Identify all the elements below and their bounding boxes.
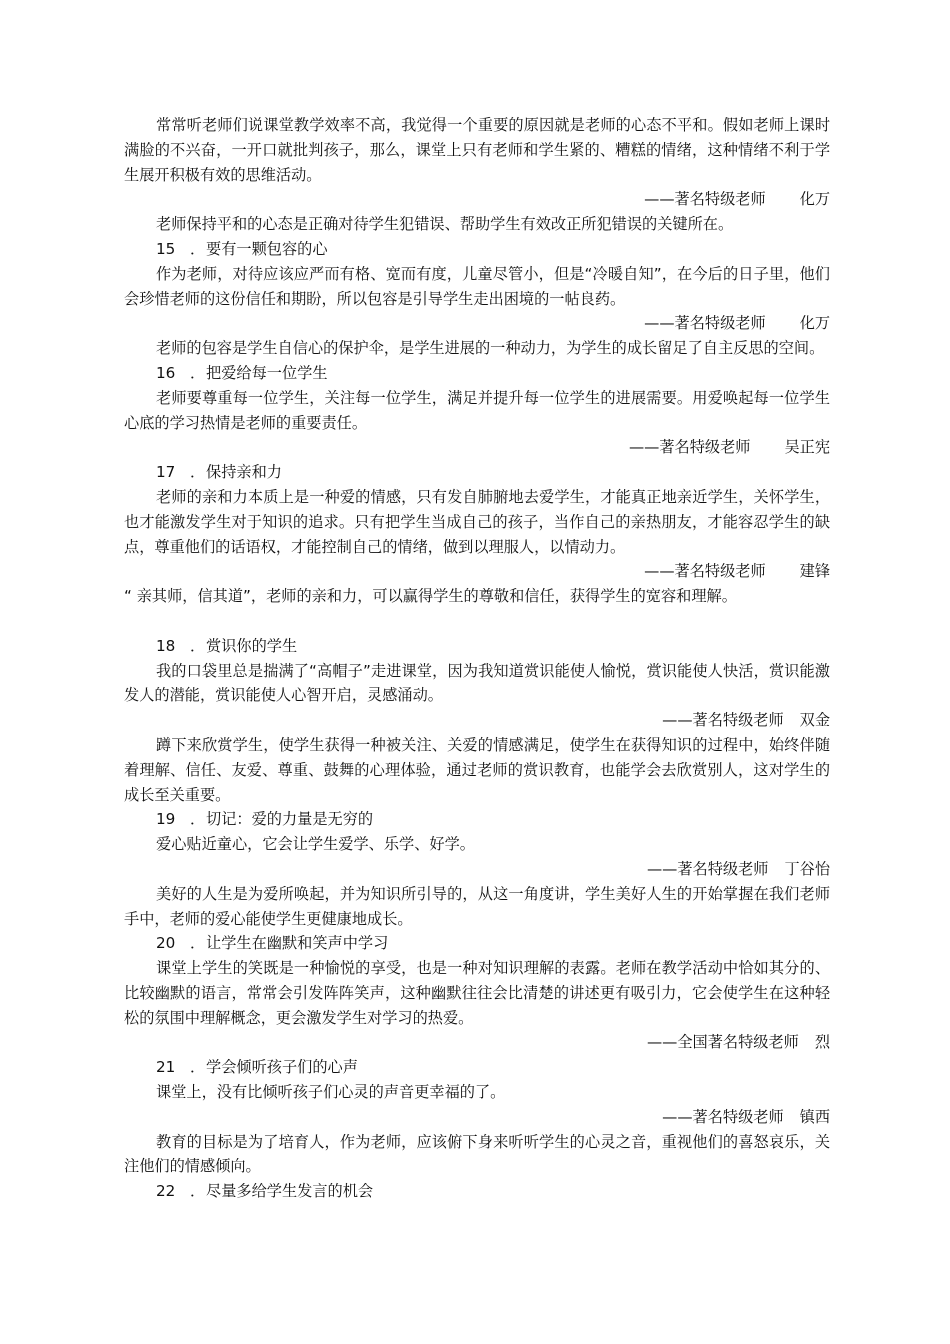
attribution — [124, 559, 830, 584]
blank-line — [124, 609, 830, 634]
attribution-title: ——著名特级老师 — [644, 190, 766, 209]
section-title: 尽量多给学生发言的机会 — [206, 1182, 374, 1201]
section-number: 15 — [156, 239, 176, 258]
attribution-name: 吴正宪 — [784, 438, 830, 457]
section-dot: ． — [190, 934, 206, 953]
section-heading — [124, 1055, 830, 1080]
paragraph: 课堂上学生的笑既是一种愉悦的享受，也是一种对知识理解的表露。老师在教学活动中恰如其分的、比较幽默的语言，常常会引发阵阵笑声，这种幽默往往会比清楚的讲述更有吸引力，它会使学生在这种轻松的氛围中理解概念，更会激发学生对学习的热爱。 — [124, 959, 830, 1027]
paragraph: 老师的亲和力本质上是一种爱的情感，只有发自肺腑地去爱学生，才能真正地亲近学生，关怀学生，也才能激发学生对于知识的追求。只有把学生当成自己的孩子，当作自己的亲热朋友，才能容忍学生的缺点，尊重他们的话语权，才能控制自己的情绪，做到以理服人，以情动力。 — [124, 487, 830, 556]
section-dot: ． — [190, 363, 206, 382]
paragraph: 常常听老师们说课堂教学效率不高，我觉得一个重要的原因就是老师的心态不平和。假如老师上课时满脸的不兴奋，一开口就批判孩子，那么，课堂上只有老师和学生紧的、糟糕的情绪，这种情绪不利于学生展开积极有效的思维活动。 — [124, 116, 830, 184]
attribution — [124, 708, 830, 733]
attribution-name: 丁谷怡 — [784, 859, 830, 878]
section-number: 19 — [156, 810, 176, 829]
section-dot: ． — [190, 463, 206, 482]
paragraph: 老师的包容是学生自信心的保护伞，是学生进展的一种动力，为学生的成长留足了自主反思的空间。 — [156, 339, 825, 358]
attribution-title: ——著名特级老师 — [644, 562, 766, 581]
section-heading — [124, 361, 830, 386]
attribution — [124, 857, 830, 882]
paragraph: 教育的目标是为了培育人，作为老师，应该俯下身来听听学生的心灵之音，重视他们的喜怒哀乐，关注他们的情感倾向。 — [124, 1132, 830, 1176]
attribution — [124, 1030, 830, 1055]
section-dot: ． — [190, 810, 206, 829]
section-title: 把爱给每一位学生 — [206, 363, 328, 382]
section-title: 让学生在幽默和笑声中学习 — [206, 934, 389, 953]
attribution-name: 化万 — [799, 314, 830, 333]
paragraph: 美好的人生是为爱所唤起，并为知识所引导的，从这一角度讲，学生美好人生的开始掌握在我们老师手中，老师的爱心能使学生更健康地成长。 — [124, 884, 830, 928]
attribution-name: 镇西 — [799, 1107, 830, 1126]
attribution-title: ——全国著名特级老师 — [646, 1033, 799, 1052]
section-heading — [124, 237, 830, 262]
paragraph: 我的口袋里总是揣满了“高帽子”走进课堂，因为我知道赏识能使人愉悦，赏识能使人快活，赏识能激发人的潜能，赏识能使人心智开启，灵感涌动。 — [124, 661, 830, 705]
section-number: 22 — [156, 1182, 176, 1201]
attribution-name: 建锋 — [799, 562, 830, 581]
section-number: 21 — [156, 1058, 176, 1077]
attribution-title: ——著名特级老师 — [628, 438, 751, 457]
attribution-title: ——著名特级老师 — [662, 1107, 784, 1126]
section-heading — [124, 1179, 830, 1204]
paragraph: “ 亲其师，信其道”，老师的亲和力，可以赢得学生的尊敬和信任，获得学生的宽容和理解。 — [124, 587, 737, 606]
attribution — [124, 311, 830, 336]
section-title: 保持亲和力 — [206, 463, 282, 482]
section-number: 18 — [156, 636, 176, 655]
section-title: 切记：爱的力量是无穷的 — [206, 810, 374, 829]
section-dot: ． — [190, 1058, 206, 1077]
attribution — [124, 187, 830, 212]
section-title: 赏识你的学生 — [206, 636, 298, 655]
attribution-name: 化万 — [799, 190, 830, 209]
paragraph: 作为老师，对待应该应严而有格、宽而有度，儿童尽管小，但是“冷暖自知”，在今后的日子里，他们会珍惜老师的这份信任和期盼，所以包容是引导学生走出困境的一帖良药。 — [124, 264, 830, 308]
paragraph: 蹲下来欣赏学生，使学生获得一种被关注、关爱的情感满足，使学生在获得知识的过程中，始终伴随着理解、信任、友爱、尊重、鼓舞的心理体验，通过老师的赏识教育，也能学会去欣赏别人，这对学生的成长至关重要。 — [124, 735, 830, 804]
attribution — [124, 1105, 830, 1130]
attribution-name: 烈 — [814, 1033, 830, 1052]
paragraph: 老师要尊重每一位学生，关注每一位学生，满足并提升每一位学生的进展需要。用爱唤起每一位学生心底的学习热情是老师的重要责任。 — [124, 388, 830, 432]
attribution-title: ——著名特级老师 — [662, 711, 784, 730]
section-title: 要有一颗包容的心 — [206, 239, 328, 258]
attribution-title: ——著名特级老师 — [644, 314, 766, 333]
paragraph: 爱心贴近童心，它会让学生爱学、乐学、好学。 — [156, 835, 475, 854]
section-title: 学会倾听孩子们的心声 — [206, 1058, 358, 1077]
document-page — [124, 113, 830, 1204]
section-number: 17 — [156, 463, 176, 482]
section-dot: ． — [190, 239, 206, 258]
attribution — [124, 435, 830, 460]
section-heading — [124, 460, 830, 485]
attribution-title: ——著名特级老师 — [646, 859, 769, 878]
paragraph: 课堂上，没有比倾听孩子们心灵的声音更幸福的了。 — [156, 1083, 506, 1102]
section-heading — [124, 807, 830, 832]
section-dot: ． — [190, 636, 206, 655]
section-number: 16 — [156, 363, 176, 382]
attribution-name: 双金 — [799, 711, 830, 730]
paragraph: 老师保持平和的心态是正确对待学生犯错误、帮助学生有效改正所犯错误的关键所在。 — [156, 215, 734, 234]
section-number: 20 — [156, 934, 176, 953]
section-heading — [124, 931, 830, 956]
section-heading — [124, 634, 830, 659]
section-dot: ． — [190, 1182, 206, 1201]
